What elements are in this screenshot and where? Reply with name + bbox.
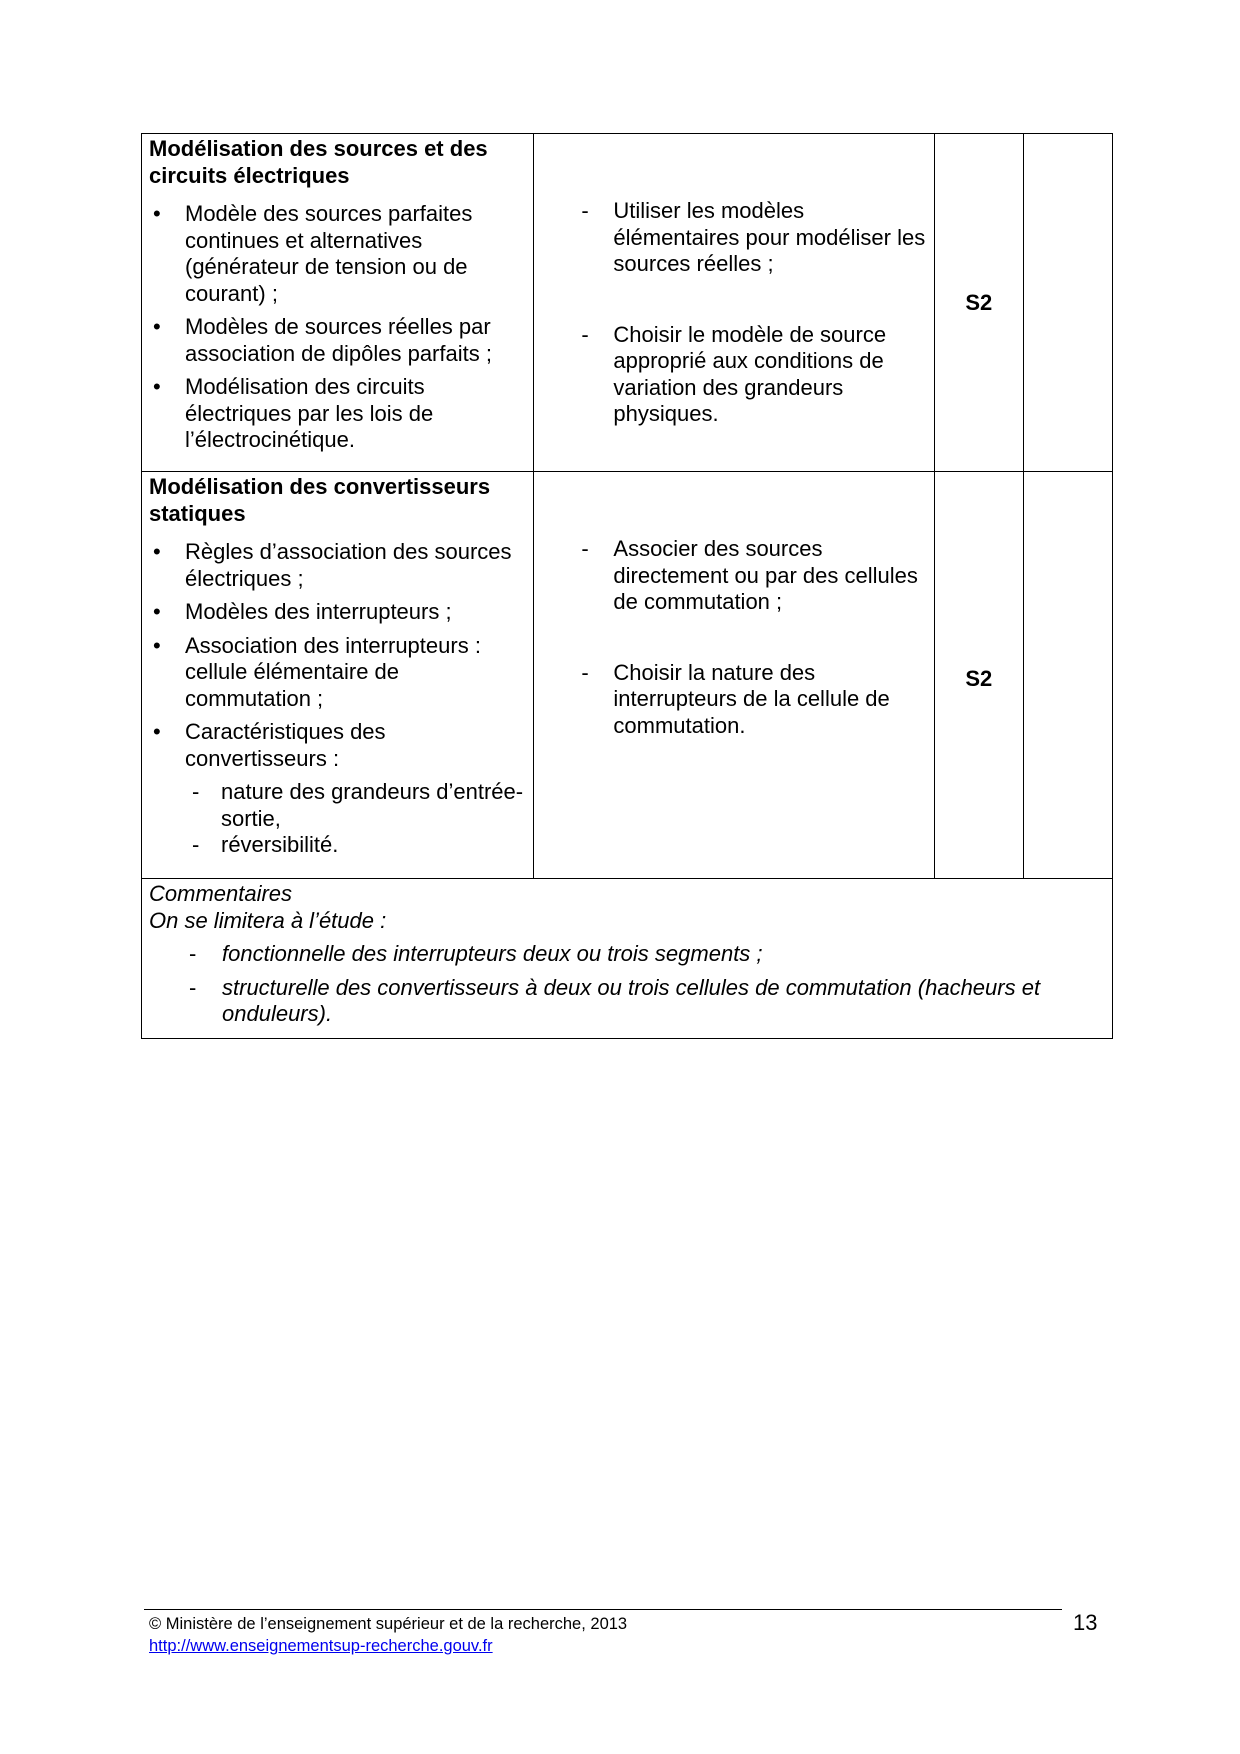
bullet-icon: • bbox=[153, 374, 161, 399]
list-item: - Choisir la nature des interrupteurs de la cellule de commutation. bbox=[581, 659, 890, 738]
dash-icon: - bbox=[192, 779, 200, 804]
curriculum-table bbox=[141, 133, 1113, 1039]
skills-cell bbox=[534, 472, 934, 879]
footer-copyright: © Ministère de l’enseignement supérieur et de la recherche, 2013 bbox=[149, 1615, 628, 1633]
list-item: - Utiliser les modèles élémentaires pour modéliser les sources réelles ; bbox=[581, 198, 926, 276]
sub-list-item: - nature des grandeurs d’entrée-sortie, bbox=[192, 779, 524, 831]
list-item: - Associer des sources directement ou par des cellules de commutation ; bbox=[581, 536, 918, 614]
bullet-icon: • bbox=[153, 201, 161, 226]
skills-cell bbox=[534, 134, 934, 472]
knowledge-cell bbox=[142, 472, 534, 879]
section-heading: Modélisation des convertisseurs statiques bbox=[149, 474, 491, 526]
bullet-icon: • bbox=[153, 599, 161, 624]
section-heading: Modélisation des sources et des circuits électriques bbox=[149, 136, 488, 188]
knowledge-cell bbox=[142, 134, 534, 472]
empty-cell bbox=[1023, 472, 1112, 879]
dash-icon: - bbox=[192, 832, 200, 857]
list-item: • Règles d’association des sources électriques ; bbox=[153, 539, 512, 591]
dash-icon: - bbox=[581, 198, 589, 223]
footer-link[interactable]: http://www.enseignementsup-recherche.gouv.fr bbox=[149, 1637, 493, 1655]
list-item: • Modèle des sources parfaites continues et alternatives (générateur de tension ou de courant) ; bbox=[153, 201, 473, 306]
list-item: • Caractéristiques des convertisseurs : bbox=[153, 719, 386, 771]
list-item: - Choisir le modèle de source approprié aux conditions de variation des grandeurs physiques. bbox=[581, 321, 887, 426]
sub-list-item: - réversibilité. bbox=[192, 832, 339, 857]
bullet-icon: • bbox=[153, 719, 161, 744]
bullet-icon: • bbox=[153, 632, 161, 658]
dash-icon: - bbox=[189, 974, 197, 1000]
list-item: • Modélisation des circuits électriques par les lois de l’électrocinétique. bbox=[153, 374, 434, 452]
dash-icon: - bbox=[189, 941, 197, 966]
table-row bbox=[142, 134, 1113, 472]
table-row bbox=[142, 472, 1113, 879]
table-row bbox=[142, 879, 1113, 1039]
level-cell bbox=[934, 472, 1023, 879]
dash-icon: - bbox=[581, 321, 589, 347]
comments-title: Commentaires bbox=[149, 881, 293, 906]
page-number: 13 bbox=[1073, 1610, 1098, 1635]
bullet-icon: • bbox=[153, 539, 161, 564]
bullet-icon: • bbox=[153, 314, 161, 339]
dash-icon: - bbox=[581, 659, 589, 685]
list-item: • Association des interrupteurs : cellule élémentaire de commutation ; bbox=[153, 632, 481, 711]
comment-item: - fonctionnelle des interrupteurs deux ou trois segments ; bbox=[189, 941, 763, 966]
comments-cell bbox=[142, 879, 1113, 1039]
level-value: S2 bbox=[965, 666, 993, 691]
empty-cell bbox=[1023, 134, 1112, 472]
level-cell bbox=[934, 134, 1023, 472]
comments-intro: On se limitera à l’étude : bbox=[149, 907, 387, 933]
footer-divider bbox=[144, 1609, 1062, 1610]
list-item: • Modèles des interrupteurs ; bbox=[153, 599, 452, 624]
comment-item: - structurelle des convertisseurs à deux ou trois cellules de commutation (hacheurs et onduleurs). bbox=[189, 974, 1041, 1026]
dash-icon: - bbox=[581, 536, 589, 561]
level-value: S2 bbox=[965, 290, 993, 315]
list-item: • Modèles de sources réelles par association de dipôles parfaits ; bbox=[153, 314, 492, 366]
